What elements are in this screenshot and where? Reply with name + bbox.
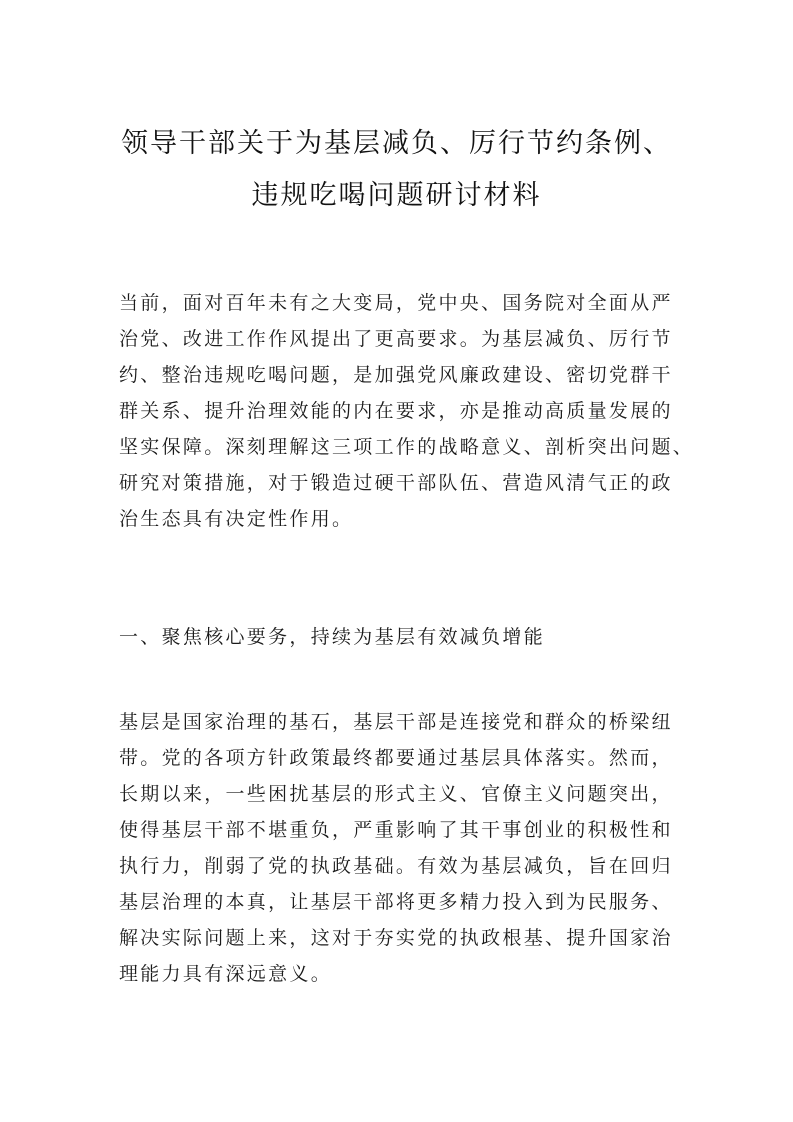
paragraph-line: 治生态具有决定性作用。	[119, 508, 354, 530]
intro-paragraph	[119, 285, 695, 537]
section-heading-text: 一、聚焦核心要务，持续为基层有效减负增能	[119, 626, 546, 648]
paragraph-line: 研究对策措施，对于锻造过硬干部队伍、营造风清气正的政	[119, 472, 673, 494]
paragraph-line: 长期以来，一些困扰基层的形式主义、官僚主义问题突出，	[119, 783, 673, 805]
paragraph-line: 基层是国家治理的基石，基层干部是连接党和群众的桥梁纽	[119, 711, 673, 733]
title-line: 违规吃喝问题研讨材料	[251, 180, 542, 211]
document-title	[60, 118, 733, 222]
paragraph-line: 解决实际问题上来，这对于夯实党的执政根基、提升国家治	[119, 927, 673, 949]
paragraph-line: 基层治理的本真，让基层干部将更多精力投入到为民服务、	[119, 891, 673, 913]
title-line: 领导干部关于为基层减负、厉行节约条例、	[121, 128, 672, 159]
paragraph-line: 约、整治违规吃喝问题，是加强党风廉政建设、密切党群干	[119, 364, 673, 386]
paragraph-line: 带。党的各项方针政策最终都要通过基层具体落实。然而，	[119, 747, 673, 769]
paragraph-line: 坚实保障。深刻理解这三项工作的战略意义、剖析突出问题、	[119, 436, 695, 458]
paragraph-line: 执行力，削弱了党的执政基础。有效为基层减负，旨在回归	[119, 855, 673, 877]
paragraph-line: 治党、改进工作作风提出了更高要求。为基层减负、厉行节	[119, 328, 673, 350]
paragraph-line: 使得基层干部不堪重负，严重影响了其干事创业的积极性和	[119, 819, 673, 841]
section-paragraph	[119, 704, 679, 992]
paragraph-line: 理能力具有深远意义。	[119, 963, 333, 985]
section-heading	[119, 619, 679, 655]
paragraph-line: 群关系、提升治理效能的内在要求，亦是推动高质量发展的	[119, 400, 673, 422]
paragraph-line: 当前，面对百年未有之大变局，党中央、国务院对全面从严	[119, 292, 673, 314]
